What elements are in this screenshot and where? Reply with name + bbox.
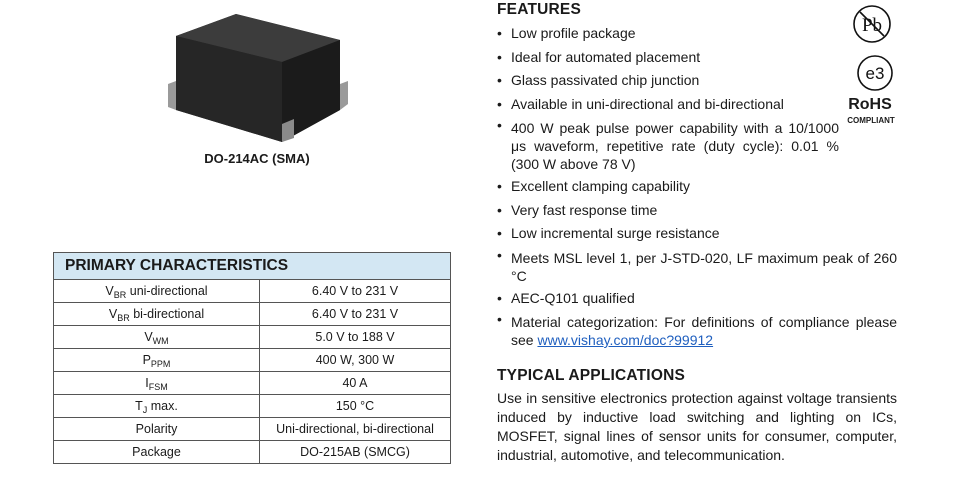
param-cell: $T_J$ max. — [54, 395, 260, 418]
table-row — [54, 372, 451, 395]
table-row — [54, 441, 451, 464]
value-cell: 5.0 V to 188 V — [260, 326, 451, 349]
compliance-link[interactable]: www.vishay.com/doc?99912 — [537, 332, 714, 348]
package-caption: DO-214AC (SMA) — [204, 151, 310, 166]
right-column — [497, 0, 897, 465]
value-cell: 6.40 V to 231 V — [260, 303, 451, 326]
table-row — [54, 326, 451, 349]
value-cell: 6.40 V to 231 V — [260, 280, 451, 303]
table-row — [54, 395, 451, 418]
value-cell: 400 W, 300 W — [260, 349, 451, 372]
list-item: • Low profile package — [497, 25, 636, 41]
list-item: • Very fast response time — [497, 201, 658, 218]
table-row — [54, 303, 451, 326]
list-item: • Ideal for automated placement — [497, 48, 701, 65]
applications-heading: TYPICAL APPLICATIONS — [497, 367, 686, 384]
table-row — [54, 280, 451, 303]
param-cell: $I_{FSM}$ — [54, 372, 260, 395]
svg-text:Pb: Pb — [861, 15, 883, 36]
applications-text: Use in sensitive electronics protection against voltage transients induced by inductive load switching and lighting on ICs, MOSFET, signal lines of sensor units for consumer, computer, industrial, automotive, and telecommunication. — [497, 390, 897, 463]
table-title: PRIMARY CHARACTERISTICS — [54, 253, 451, 280]
rohs-label: RoHS — [848, 96, 892, 113]
primary-characteristics-table — [53, 252, 451, 464]
svg-text:e3: e3 — [865, 64, 885, 83]
param-cell: $V_{BR}$ bi-directional — [54, 303, 260, 326]
param-cell: Polarity — [54, 418, 260, 441]
features-heading: FEATURES — [497, 1, 581, 18]
list-item: • Material categorization: For definitions of compliance please see www.vishay.com/doc?99912 — [497, 311, 897, 348]
package-image — [164, 14, 354, 144]
value-cell: 40 A — [260, 372, 451, 395]
table-row — [54, 349, 451, 372]
value-cell: 150 °C — [260, 395, 451, 418]
list-item: • Low incremental surge resistance — [497, 225, 720, 241]
value-cell: DO-215AB (SMCG) — [260, 441, 451, 464]
list-item: • Available in uni-directional and bi-directional — [497, 95, 784, 112]
list-item: • AEC-Q101 qualified — [497, 289, 635, 306]
features-list — [497, 22, 897, 351]
param-cell: $V_{WM}$ — [54, 326, 260, 349]
param-cell: $P_{PPM}$ — [54, 349, 260, 372]
list-item: • Excellent clamping capability — [497, 178, 690, 194]
rohs-compliant-label: COMPLIANT — [847, 116, 895, 125]
lead-free-icon — [852, 4, 892, 44]
list-item: • 400 W peak pulse power capability with a 10/1000 μs waveform, repetitive rate (duty cycle): 0.01 % (300 W above 78 V) — [497, 117, 839, 172]
e3-icon — [856, 54, 894, 92]
list-item: • Glass passivated chip junction — [497, 72, 700, 88]
list-item: • Meets MSL level 1, per J-STD-020, LF maximum peak of 260 °C — [497, 246, 897, 284]
param-cell: Package — [54, 441, 260, 464]
param-cell: $V_{BR}$ uni-directional — [54, 280, 260, 303]
value-cell: Uni-directional, bi-directional — [260, 418, 451, 441]
table-row — [54, 418, 451, 441]
